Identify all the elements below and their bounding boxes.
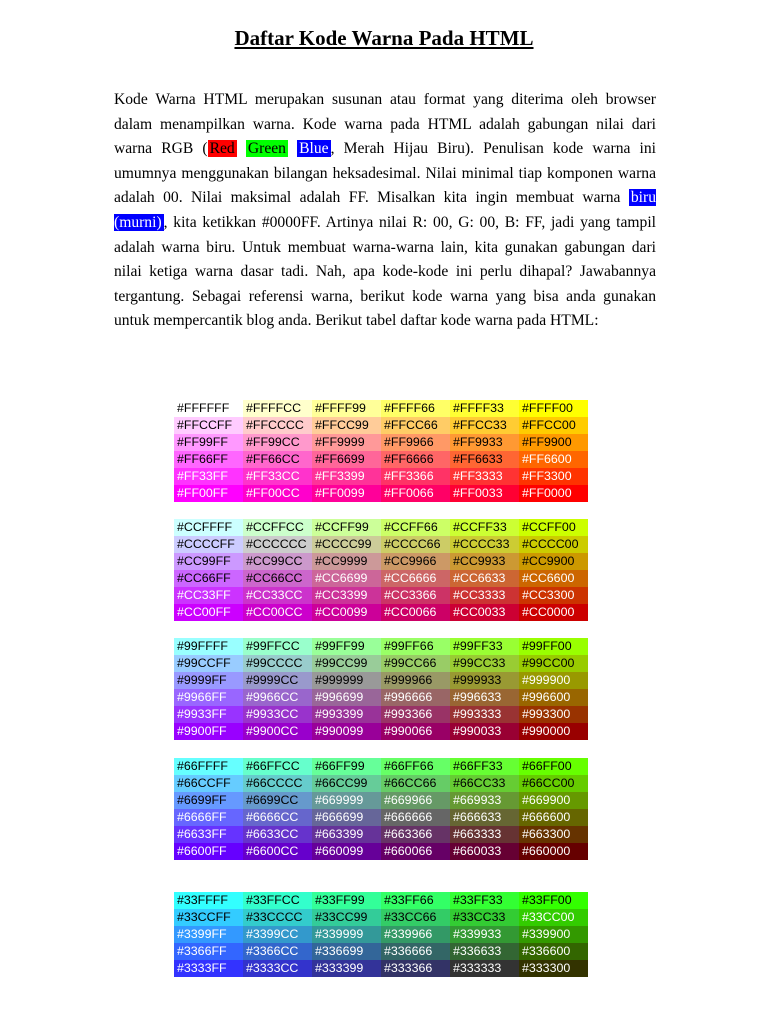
color-row [174, 909, 588, 926]
color-row [174, 604, 588, 621]
color-cell: #FF3300 [519, 468, 588, 485]
color-cell: #FF3333 [450, 468, 519, 485]
color-cell: #FF99FF [174, 434, 243, 451]
color-table-33 [174, 892, 588, 977]
color-cell: #33CC33 [450, 909, 519, 926]
color-cell: #33FF99 [312, 892, 381, 909]
color-cell: #FFFF99 [312, 400, 381, 417]
color-cell: #99CC00 [519, 655, 588, 672]
color-cell: #CC33CC [243, 587, 312, 604]
color-cell: #9966CC [243, 689, 312, 706]
intro-text-3: , kita ketikkan #0000FF. Artinya nilai R: 00, G: 00, B: FF, jadi yang tampil adalah warna biru. Untuk membuat warna-warna lain, kita gunakan gabungan dari nilai ketiga warna dasar tadi. Nah, apa kode-kode ini perlu dihapal? Jawabannya tergantung. Sebagai referensi warna, berikut kode warna yang bisa anda gunakan untuk mempercantik blog anda. Berikut tabel daftar kode warna pada HTML: [114, 213, 656, 330]
color-cell: #3399FF [174, 926, 243, 943]
color-cell: #999900 [519, 672, 588, 689]
color-cell: #33FF66 [381, 892, 450, 909]
color-cell: #33CCCC [243, 909, 312, 926]
color-row [174, 843, 588, 860]
color-cell: #CCCC33 [450, 536, 519, 553]
color-cell: #333300 [519, 960, 588, 977]
color-cell: #CC3399 [312, 587, 381, 604]
color-cell: #993399 [312, 706, 381, 723]
color-cell: #993333 [450, 706, 519, 723]
color-cell: #660099 [312, 843, 381, 860]
color-cell: #993300 [519, 706, 588, 723]
page-title: Daftar Kode Warna Pada HTML [234, 26, 534, 50]
color-row [174, 434, 588, 451]
highlight-blue: Blue [299, 140, 329, 158]
color-row [174, 519, 588, 536]
color-cell: #FFCC33 [450, 417, 519, 434]
color-cell: #FFCCCC [243, 417, 312, 434]
color-cell: #FFFFFF [174, 400, 243, 417]
color-cell: #66CC99 [312, 775, 381, 792]
color-cell: #9933CC [243, 706, 312, 723]
color-cell: #99CC33 [450, 655, 519, 672]
highlight-red: Red [209, 140, 235, 158]
color-cell: #66FFCC [243, 758, 312, 775]
color-cell: #FF3366 [381, 468, 450, 485]
intro-text-1: Kode Warna HTML merupakan susunan atau format yang diterima oleh browser dalam menampilkan warna. Kode warna pada HTML adalah gabungan nilai dari warna RGB ( [114, 91, 656, 158]
color-row [174, 758, 588, 775]
color-cell: #3399CC [243, 926, 312, 943]
color-cell: #CC0000 [519, 604, 588, 621]
color-cell: #CCCC99 [312, 536, 381, 553]
color-row [174, 960, 588, 977]
color-cell: #FFFF00 [519, 400, 588, 417]
color-row [174, 706, 588, 723]
color-cell: #99FFFF [174, 638, 243, 655]
color-cell: #996666 [381, 689, 450, 706]
color-cell: #33FFCC [243, 892, 312, 909]
color-cell: #663300 [519, 826, 588, 843]
color-row [174, 655, 588, 672]
color-cell: #66FF33 [450, 758, 519, 775]
color-cell: #66CCCC [243, 775, 312, 792]
color-cell: #996600 [519, 689, 588, 706]
color-cell: #FFCC99 [312, 417, 381, 434]
color-row [174, 926, 588, 943]
color-cell: #3333CC [243, 960, 312, 977]
color-cell: #CCFF99 [312, 519, 381, 536]
color-cell: #CC66FF [174, 570, 243, 587]
color-cell: #66FF99 [312, 758, 381, 775]
color-cell: #99CCCC [243, 655, 312, 672]
color-cell: #FF66FF [174, 451, 243, 468]
color-cell: #CC99CC [243, 553, 312, 570]
color-cell: #6699CC [243, 792, 312, 809]
color-row [174, 723, 588, 740]
color-cell: #FFFFCC [243, 400, 312, 417]
color-cell: #663366 [381, 826, 450, 843]
color-cell: #CC3333 [450, 587, 519, 604]
color-row [174, 672, 588, 689]
color-cell: #FFFF33 [450, 400, 519, 417]
color-cell: #9933FF [174, 706, 243, 723]
color-cell: #CC0033 [450, 604, 519, 621]
color-cell: #66CC00 [519, 775, 588, 792]
color-cell: #336666 [381, 943, 450, 960]
color-cell: #666633 [450, 809, 519, 826]
highlight-green: Green [247, 140, 286, 158]
color-row [174, 775, 588, 792]
color-cell: #33FF33 [450, 892, 519, 909]
color-cell: #66CC66 [381, 775, 450, 792]
color-cell: #FF33CC [243, 468, 312, 485]
color-cell: #33CC00 [519, 909, 588, 926]
color-cell: #CC00FF [174, 604, 243, 621]
color-row [174, 468, 588, 485]
color-cell: #9999FF [174, 672, 243, 689]
color-cell: #99FF99 [312, 638, 381, 655]
color-cell: #CCCC00 [519, 536, 588, 553]
color-cell: #33CCFF [174, 909, 243, 926]
color-cell: #CC66CC [243, 570, 312, 587]
color-cell: #CC9999 [312, 553, 381, 570]
color-cell: #996633 [450, 689, 519, 706]
color-cell: #FF3399 [312, 468, 381, 485]
color-cell: #333366 [381, 960, 450, 977]
color-cell: #CCCCFF [174, 536, 243, 553]
color-cell: #FF00CC [243, 485, 312, 502]
color-cell: #66FF00 [519, 758, 588, 775]
color-cell: #663399 [312, 826, 381, 843]
color-cell: #66CCFF [174, 775, 243, 792]
color-cell: #FF33FF [174, 468, 243, 485]
color-cell: #999999 [312, 672, 381, 689]
color-cell: #660066 [381, 843, 450, 860]
color-cell: #FF0000 [519, 485, 588, 502]
color-cell: #FF99CC [243, 434, 312, 451]
color-cell: #660033 [450, 843, 519, 860]
color-table-cc [174, 519, 588, 621]
color-cell: #99CC99 [312, 655, 381, 672]
color-cell: #990033 [450, 723, 519, 740]
color-cell: #990099 [312, 723, 381, 740]
color-cell: #6600FF [174, 843, 243, 860]
color-cell: #FFCC66 [381, 417, 450, 434]
color-cell: #3366FF [174, 943, 243, 960]
color-cell: #FF00FF [174, 485, 243, 502]
color-cell: #669966 [381, 792, 450, 809]
color-cell: #99CC66 [381, 655, 450, 672]
color-cell: #99FFCC [243, 638, 312, 655]
color-cell: #CCFFCC [243, 519, 312, 536]
color-cell: #CC0099 [312, 604, 381, 621]
color-cell: #FF9999 [312, 434, 381, 451]
color-cell: #FF6600 [519, 451, 588, 468]
color-cell: #CC99FF [174, 553, 243, 570]
color-cell: #9900CC [243, 723, 312, 740]
color-cell: #669900 [519, 792, 588, 809]
color-row [174, 400, 588, 417]
color-cell: #CC3366 [381, 587, 450, 604]
color-row [174, 570, 588, 587]
color-cell: #CC0066 [381, 604, 450, 621]
color-cell: #FF9900 [519, 434, 588, 451]
color-table-ff [174, 400, 588, 502]
color-cell: #CC9900 [519, 553, 588, 570]
color-cell: #666666 [381, 809, 450, 826]
color-row [174, 943, 588, 960]
color-cell: #33CC99 [312, 909, 381, 926]
color-cell: #FFFF66 [381, 400, 450, 417]
color-cell: #33CC66 [381, 909, 450, 926]
color-cell: #CC9933 [450, 553, 519, 570]
color-cell: #6633FF [174, 826, 243, 843]
color-table-66 [174, 758, 588, 860]
color-cell: #99FF33 [450, 638, 519, 655]
color-cell: #FF66CC [243, 451, 312, 468]
color-row [174, 809, 588, 826]
intro-text-2: , Merah Hijau Biru). Penulisan kode warna ini umumnya menggunakan bilangan heksadesimal. Nilai minimal tiap komponen warna adalah 00. Nilai maksimal adalah FF. Misalkan kita ingin membuat warna [114, 140, 657, 207]
color-cell: #339933 [450, 926, 519, 943]
color-cell: #663333 [450, 826, 519, 843]
color-cell: #FF0099 [312, 485, 381, 502]
color-row [174, 826, 588, 843]
color-cell: #660000 [519, 843, 588, 860]
color-cell: #99FF00 [519, 638, 588, 655]
color-cell: #66CC33 [450, 775, 519, 792]
color-cell: #669933 [450, 792, 519, 809]
color-row [174, 892, 588, 909]
color-cell: #FFCC00 [519, 417, 588, 434]
color-cell: #FF0033 [450, 485, 519, 502]
color-cell: #339900 [519, 926, 588, 943]
color-row [174, 587, 588, 604]
color-cell: #CC6633 [450, 570, 519, 587]
color-cell: #336633 [450, 943, 519, 960]
color-cell: #339966 [381, 926, 450, 943]
color-row [174, 485, 588, 502]
color-cell: #CCFF66 [381, 519, 450, 536]
intro-paragraph [114, 88, 656, 334]
color-cell: #66FFFF [174, 758, 243, 775]
color-row [174, 792, 588, 809]
color-cell: #FF9933 [450, 434, 519, 451]
color-cell: #33FFFF [174, 892, 243, 909]
color-cell: #FF6633 [450, 451, 519, 468]
color-cell: #CC33FF [174, 587, 243, 604]
color-cell: #333399 [312, 960, 381, 977]
color-cell: #FFCCFF [174, 417, 243, 434]
color-cell: #999933 [450, 672, 519, 689]
color-cell: #CCFFFF [174, 519, 243, 536]
color-cell: #993366 [381, 706, 450, 723]
color-cell: #CCFF00 [519, 519, 588, 536]
color-cell: #669999 [312, 792, 381, 809]
color-cell: #FF6699 [312, 451, 381, 468]
color-table-99 [174, 638, 588, 740]
color-cell: #666699 [312, 809, 381, 826]
color-cell: #CC00CC [243, 604, 312, 621]
color-cell: #6666FF [174, 809, 243, 826]
color-cell: #336699 [312, 943, 381, 960]
color-row [174, 553, 588, 570]
color-cell: #9966FF [174, 689, 243, 706]
color-cell: #CCCCCC [243, 536, 312, 553]
color-cell: #CCCC66 [381, 536, 450, 553]
color-cell: #336600 [519, 943, 588, 960]
color-cell: #6699FF [174, 792, 243, 809]
color-cell: #FF6666 [381, 451, 450, 468]
color-cell: #66FF66 [381, 758, 450, 775]
color-row [174, 689, 588, 706]
color-cell: #3366CC [243, 943, 312, 960]
color-cell: #FF9966 [381, 434, 450, 451]
color-cell: #CC6699 [312, 570, 381, 587]
highlight-biru-murni: biru (murni) [114, 189, 656, 231]
color-cell: #9900FF [174, 723, 243, 740]
color-cell: #99CCFF [174, 655, 243, 672]
color-cell: #CC6666 [381, 570, 450, 587]
color-cell: #CCFF33 [450, 519, 519, 536]
color-cell: #6600CC [243, 843, 312, 860]
color-row [174, 638, 588, 655]
color-cell: #33FF00 [519, 892, 588, 909]
color-cell: #990066 [381, 723, 450, 740]
color-row [174, 417, 588, 434]
color-cell: #339999 [312, 926, 381, 943]
color-cell: #6666CC [243, 809, 312, 826]
color-cell: #CC6600 [519, 570, 588, 587]
color-cell: #CC3300 [519, 587, 588, 604]
color-cell: #666600 [519, 809, 588, 826]
color-cell: #99FF66 [381, 638, 450, 655]
color-cell: #990000 [519, 723, 588, 740]
color-cell: #6633CC [243, 826, 312, 843]
color-row [174, 451, 588, 468]
color-cell: #CC9966 [381, 553, 450, 570]
color-row [174, 536, 588, 553]
color-cell: #333333 [450, 960, 519, 977]
color-cell: #9999CC [243, 672, 312, 689]
color-cell: #996699 [312, 689, 381, 706]
color-cell: #3333FF [174, 960, 243, 977]
color-cell: #999966 [381, 672, 450, 689]
color-cell: #FF0066 [381, 485, 450, 502]
